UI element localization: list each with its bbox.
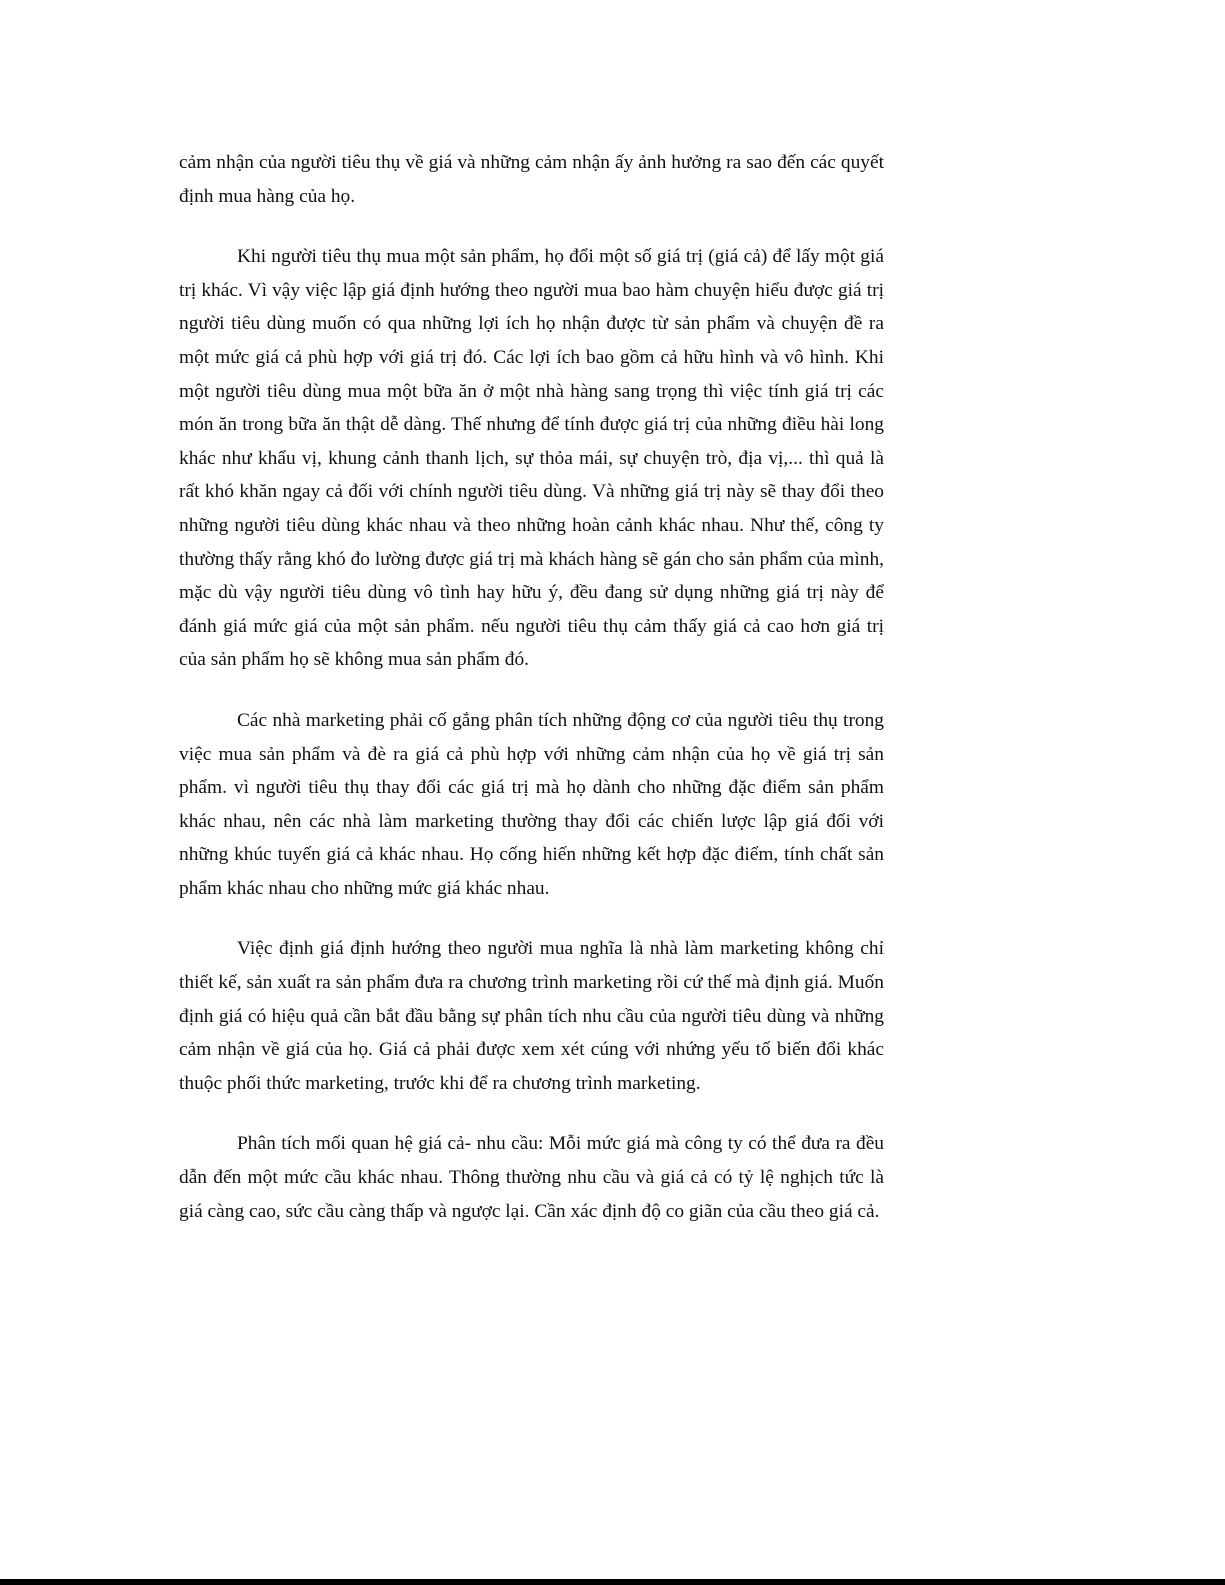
paragraph-consumer-value: Khi người tiêu thụ mua một sản phẩm, họ đổi một số giá trị (giá cả) để lấy một giá trị khác. Vì vậy việc lập giá định hướng theo người mua bao hàm chuyện hiểu được giá trị người tiêu dùng muốn có qua những lợi ích họ nhận được từ sản phẩm và chuyện đề ra một mức giá cả phù hợp với giá trị đó. Các lợi ích bao gồm cả hữu hình và vô hình. Khi một người tiêu dùng mua một bữa ăn ở một nhà hàng sang trọng thì việc tính giá trị các món ăn trong bữa ăn thật dễ dàng. Thế nhưng để tính được giá trị của những điều hài long khác như khẩu vị, khung cảnh thanh lịch, sự thỏa mái, sự chuyện trò, địa vị,... thì quả là rất khó khăn ngay cả đối với chính người tiêu dùng. Và những giá trị này sẽ thay đổi theo những người tiêu dùng khác nhau và theo những hoàn cảnh khác nhau. Như thế, công ty thường thấy rằng khó đo lường được giá trị mà khách hàng sẽ gán cho sản phẩm của mình, mặc dù vậy người tiêu dùng vô tình hay hữu ý, đều đang sử dụng những giá trị này để đánh giá mức giá của một sản phẩm. nếu người tiêu thụ cảm thấy giá cả cao hơn giá trị của sản phẩm họ sẽ không mua sản phẩm đó. <box>179 246 884 671</box>
paragraph-marketer-analysis: Các nhà marketing phải cố gắng phân tích những động cơ của người tiêu thụ trong việc mua sản phẩm và đè ra giá cả phù hợp với những cảm nhận của họ về giá trị sản phẩm. vì người tiêu thụ thay đổi các giá trị mà họ dành cho những đặc điểm sản phẩm khác nhau, nên các nhà làm marketing thường thay đổi các chiến lược lập giá đối với những khúc tuyến giá cả khác nhau. Họ cống hiến những kết hợp đặc điểm, tính chất sản phẩm khác nhau cho những mức giá khác nhau. <box>179 709 884 899</box>
paragraph-price-demand: Phân tích mối quan hệ giá cả- nhu cầu: Mỗi mức giá mà công ty có thể đưa ra đều dẫn đến một mức cầu khác nhau. Thông thường nhu cầu và giá cả có tỷ lệ nghịch tức là giá càng cao, sức cầu càng thấp và ngược lại. Cần xác định độ co giãn của cầu theo giá cả. <box>179 1133 884 1222</box>
body-text <box>179 146 884 1228</box>
paragraph-buyer-oriented-pricing: Việc định giá định hướng theo người mua nghĩa là nhà làm marketing không chỉ thiết kế, sản xuất ra sản phẩm đưa ra chương trình marketing rồi cứ thế mà định giá. Muốn định giá có hiệu quả cần bắt đầu bằng sự phân tích nhu cầu của người tiêu dùng và những cảm nhận về giá của họ. Giá cả phải được xem xét cúng với nhứng yếu tố biến đổi khác thuộc phối thức marketing, trước khi để ra chương trình marketing. <box>179 938 884 1094</box>
paragraph-continuation: cảm nhận của người tiêu thụ về giá và những cảm nhận ấy ảnh hưởng ra sao đến các quyết định mua hàng của họ. <box>179 152 884 207</box>
page-bottom-border <box>0 1579 1225 1585</box>
